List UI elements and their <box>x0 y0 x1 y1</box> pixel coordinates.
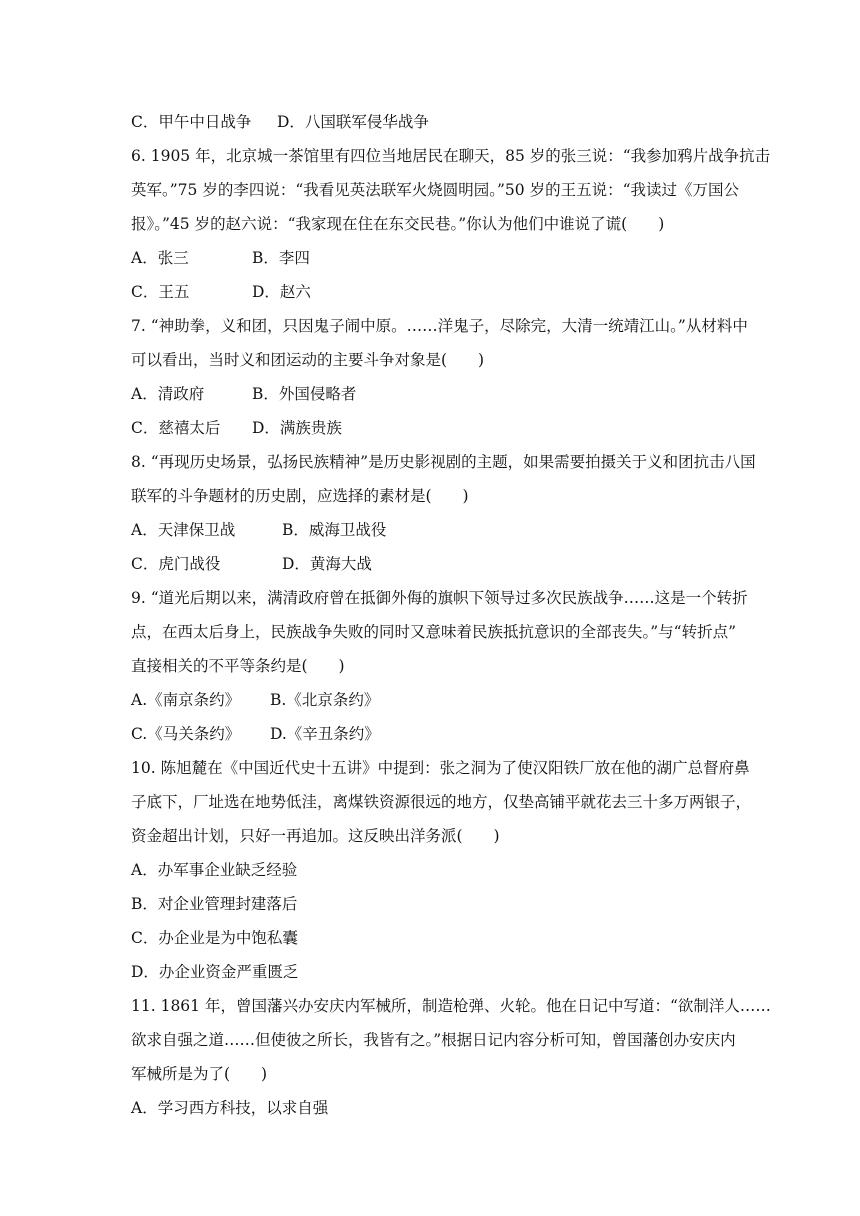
q6-option-b: B．李四 <box>252 249 310 267</box>
q6-stem-line-3: 报》。”45 岁的赵六说：“我家现在住在东交民巷。”你认为他们中谁说了谎( ) <box>131 215 665 233</box>
q7-stem-line-1: 7. “神助拳，义和团，只因鬼子闹中原。……洋鬼子，尽除完，大清一统靖江山。”从材料中 <box>131 317 748 335</box>
q6-option-d: D．赵六 <box>252 283 311 301</box>
q9-stem-line-2: 点，在西太后身上，民族战争失败的同时又意味着民族抵抗意识的全部丧失。”与“转折点” <box>131 623 737 641</box>
q5-option-c: C．甲午中日战争 <box>131 113 252 131</box>
q8-option-a: A．天津保卫战 <box>131 521 236 539</box>
q9-option-d: D.《辛丑条约》 <box>270 725 380 743</box>
q9-option-c: C.《马关条约》 <box>131 725 241 743</box>
q8-option-c: C．虎门战役 <box>131 555 221 573</box>
q7-option-b: B．外国侵略者 <box>252 385 357 403</box>
q7-stem-line-2: 可以看出，当时义和团运动的主要斗争对象是( ) <box>131 351 485 369</box>
q9-stem-line-1: 9. “道光后期以来，满清政府曾在抵御外侮的旗帜下领导过多次民族战争……这是一个转折 <box>131 589 748 607</box>
q7-option-d: D．满族贵族 <box>252 419 342 437</box>
q6-stem-line-2: 英军。”75 岁的李四说：“我看见英法联军火烧圆明园。”50 岁的王五说：“我读过《万国公 <box>131 181 739 199</box>
q8-stem-line-2: 联军的斗争题材的历史剧，应选择的素材是( ) <box>131 487 469 505</box>
q10-stem-line-2: 子底下，厂址选在地势低洼，离煤铁资源很远的地方，仅垫高铺平就花去三十多万两银子， <box>131 793 752 811</box>
q10-stem-line-1: 10. 陈旭麓在《中国近代史十五讲》中提到：张之洞为了使汉阳铁厂放在他的湖广总督府鼻 <box>131 759 750 777</box>
q10-stem-line-3: 资金超出计划，只好一再追加。这反映出洋务派( ) <box>131 827 500 845</box>
q10-option-c: C．办企业是为中饱私囊 <box>131 929 298 947</box>
q7-option-a: A．清政府 <box>131 385 205 403</box>
q8-stem-line-1: 8. “再现历史场景，弘扬民族精神”是历史影视剧的主题，如果需要拍摄关于义和团抗击八国 <box>131 453 756 471</box>
q9-option-b: B.《北京条约》 <box>270 691 380 709</box>
q8-option-d: D．黄海大战 <box>282 555 372 573</box>
q9-stem-line-3: 直接相关的不平等条约是( ) <box>131 657 345 675</box>
q11-stem-line-1: 11. 1861 年，曾国藩兴办安庆内军械所，制造枪弹、火轮。他在日记中写道：“欲制洋人…… <box>131 997 771 1015</box>
q10-option-a: A．办军事企业缺乏经验 <box>131 861 298 879</box>
q5-option-d: D．八国联军侵华战争 <box>277 113 429 131</box>
q11-option-a: A．学习西方科技，以求自强 <box>131 1099 329 1117</box>
q10-option-d: D．办企业资金严重匮乏 <box>131 963 299 981</box>
q9-option-a: A.《南京条约》 <box>131 691 241 709</box>
q6-stem-line-1: 6. 1905 年，北京城一茶馆里有四位当地居民在聊天，85 岁的张三说：“我参加鸦片战争抗击 <box>131 147 771 165</box>
q11-stem-line-3: 军械所是为了( ) <box>131 1065 268 1083</box>
q6-option-a: A．张三 <box>131 249 189 267</box>
q11-stem-line-2: 欲求自强之道……但使彼之所长，我皆有之。”根据日记内容分析可知，曾国藩创办安庆内 <box>131 1031 736 1049</box>
q7-option-c: C．慈禧太后 <box>131 419 221 437</box>
q8-option-b: B．威海卫战役 <box>282 521 387 539</box>
q10-option-b: B．对企业管理封建落后 <box>131 895 298 913</box>
q6-option-c: C．王五 <box>131 283 190 301</box>
